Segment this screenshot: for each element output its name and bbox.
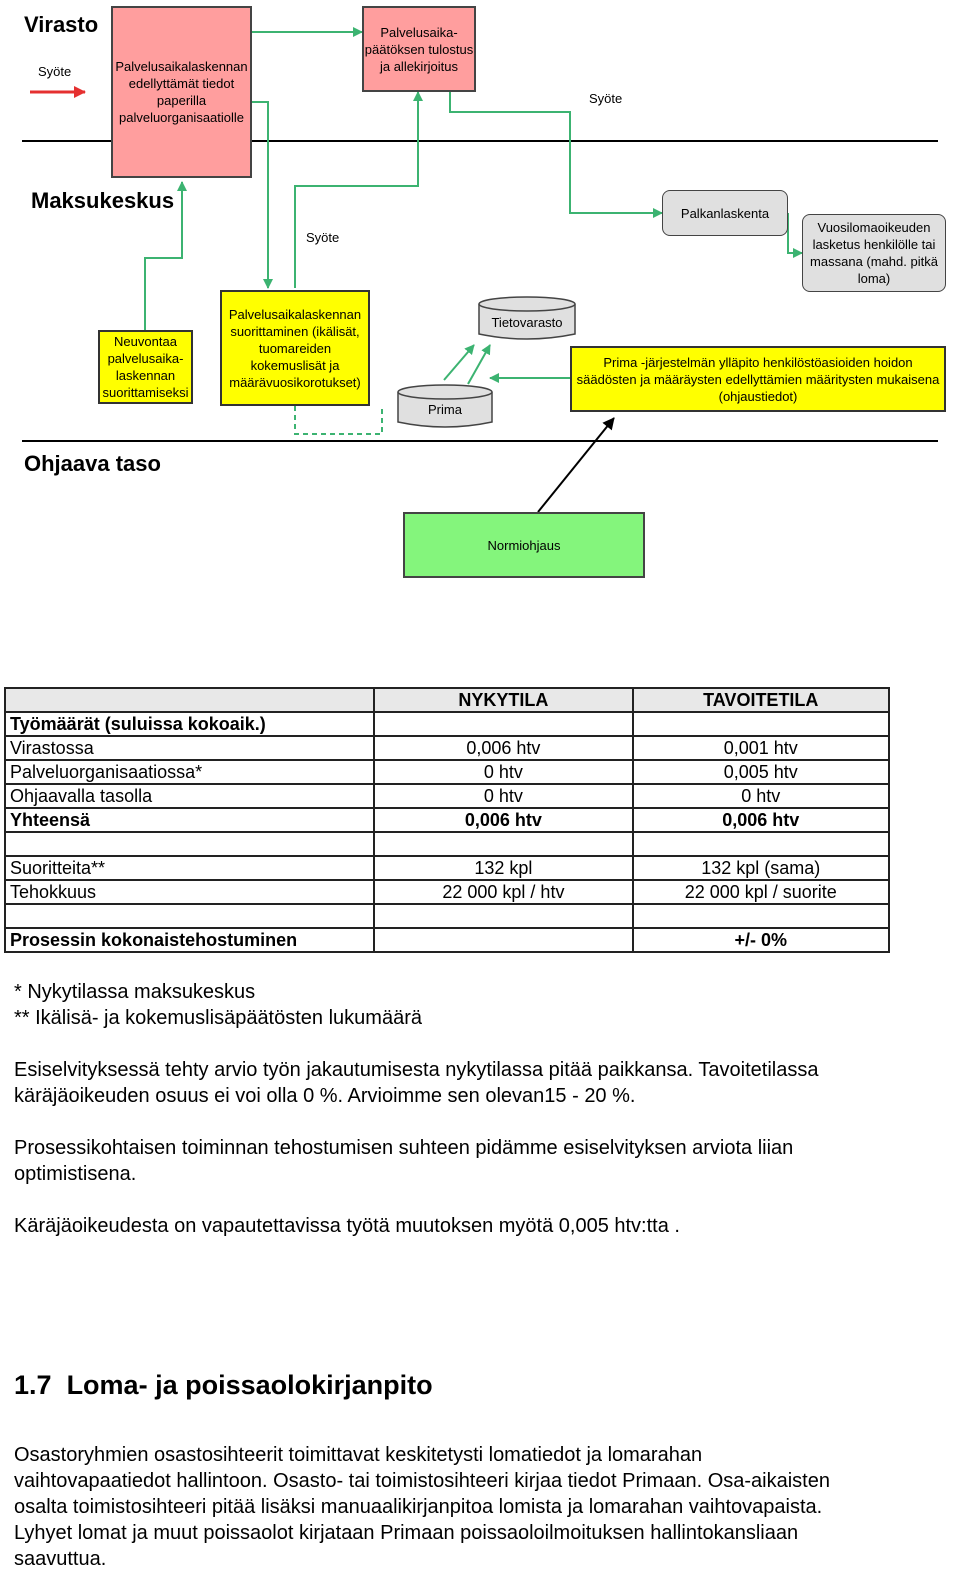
- table-row: [5, 736, 889, 760]
- table-cell: 0,006 htv: [374, 736, 632, 760]
- table-row: [5, 856, 889, 880]
- table-row: [5, 880, 889, 904]
- box-prima: Prima: [428, 401, 462, 417]
- table-cell: [374, 712, 632, 736]
- box-vuosiloma: Vuosilomaoikeuden lasketus henkilölle tai massana (mahd. pitkä loma): [802, 214, 946, 292]
- table-cell: [374, 832, 632, 856]
- table-cell: [374, 904, 632, 928]
- table-cell: 0,006 htv: [633, 808, 889, 832]
- table-cell: 22 000 kpl / htv: [374, 880, 632, 904]
- box-paperi: Palvelusaikalaskennan edellyttämät tiedot paperilla palveluorganisaatiolle: [111, 6, 252, 178]
- input-label-syote-1: Syöte: [38, 64, 72, 79]
- table-cell-label: Prosessin kokonaistehostuminen: [5, 928, 374, 952]
- workload-table: [4, 687, 890, 953]
- table-row: [5, 808, 889, 832]
- table-cell: 0,001 htv: [633, 736, 889, 760]
- box-prima-yllapito: Prima -järjestelmän ylläpito henkilöstöasioiden hoidon säädösten ja määräysten edellyttämien määritysten mukaisena (ohjaustiedot): [570, 346, 946, 412]
- section-title: Loma- ja poissaolokirjanpito: [66, 1370, 433, 1400]
- connector-tietovarasto-prima: [468, 345, 490, 384]
- table-cell-label: Ohjaavalla tasolla: [5, 784, 374, 808]
- table-header-row: [5, 688, 889, 712]
- section-paragraph: Osastoryhmien osastosihteerit toimittavat keskitetysti lomatiedot ja lomarahan vaihtovapaatiedot hallintoon. Osasto- tai toimistosihteeri kirjaa tiedot Primaan. Osa-aikaisten osalta toimistosihteeri pitää lisäksi manuaalikirjanpitoa lomista ja lomarahan vaihtovapaista. Lyhyet lomat ja muut poissaolot kirjataan Primaan poissaoloilmoituksen hallintokansliaan saavuttua.: [14, 1444, 830, 1570]
- box-neuvonta: Neuvontaa palvelusaika- laskennan suorittamiseksi: [98, 330, 193, 404]
- table-cell-label: Työmäärät (suluissa kokoaik.): [5, 712, 374, 736]
- table-cell-label: Suoritteita**: [5, 856, 374, 880]
- lane-title-maksukeskus: Maksukeskus: [31, 188, 175, 213]
- section-heading: [14, 1370, 433, 1401]
- connector-prima-tietovarasto: [444, 345, 474, 380]
- connector-normiohjaus-prima: [538, 418, 614, 512]
- table-cell: 22 000 kpl / suorite: [633, 880, 889, 904]
- connector-tulostus-palkanlaskenta: [450, 92, 662, 213]
- table-cell: 0,006 htv: [374, 808, 632, 832]
- input-label-syote-2: Syöte: [589, 91, 623, 106]
- table-header-nykytila: NYKYTILA: [374, 688, 632, 712]
- paragraph-2: Prosessikohtaisen toiminnan tehostumisen suhteen pidämme esiselvityksen arviota liian optimistisena.: [14, 1137, 794, 1185]
- footnote-2: ** Ikälisä- ja kokemuslisäpäätösten lukumäärä: [14, 1007, 422, 1029]
- table-row: [5, 784, 889, 808]
- footnote-1: * Nykytilassa maksukeskus: [14, 981, 256, 1003]
- paragraph-1: Esiselvityksessä tehty arvio työn jakautumisesta nykytilassa pitää paikkansa. Tavoitetilassa käräjäoikeuden osuus ei voi olla 0 %. Arvioimme sen olevan15 - 20 %.: [14, 1059, 819, 1107]
- connector-paperi-suorittaminen: [252, 102, 268, 288]
- lane-title-virasto: Virasto: [24, 12, 99, 37]
- table-row: [5, 712, 889, 736]
- table-header-cell: [5, 688, 374, 712]
- table-cell: 0 htv: [374, 760, 632, 784]
- table-cell: 0 htv: [633, 784, 889, 808]
- table-cell: 132 kpl (sama): [633, 856, 889, 880]
- connector-dashed: [295, 406, 382, 434]
- table-row: [5, 928, 889, 952]
- box-suorittaminen: Palvelusaikalaskennan suorittaminen (ikälisät, tuomareiden kokemuslisät ja määrävuosikorotukset): [220, 290, 370, 406]
- table-cell-label: Yhteensä: [5, 808, 374, 832]
- lane-title-ohjaava-taso: Ohjaava taso: [24, 451, 161, 476]
- table-cell: [633, 712, 889, 736]
- box-tulostus: Palvelusaika- päätöksen tulostus ja allekirjoitus: [362, 6, 476, 92]
- table-cell: 0,005 htv: [633, 760, 889, 784]
- table-cell: 0 htv: [374, 784, 632, 808]
- table-cell: [633, 904, 889, 928]
- paragraph-3: Käräjäoikeudesta on vapautettavissa työtä muutoksen myötä 0,005 htv:tta .: [14, 1215, 680, 1237]
- table-row: [5, 760, 889, 784]
- box-tietovarasto: Tietovarasto: [491, 314, 563, 330]
- table-cell-label: [5, 904, 374, 928]
- input-label-syote-3: Syöte: [306, 230, 340, 245]
- table-cell: [633, 832, 889, 856]
- box-normiohjaus: Normiohjaus: [403, 512, 645, 578]
- table-cell: 132 kpl: [374, 856, 632, 880]
- table-cell: [374, 928, 632, 952]
- table-row: [5, 832, 889, 856]
- section-number: 1.7: [14, 1370, 52, 1400]
- table-cell-label: Virastossa: [5, 736, 374, 760]
- table-cell: +/- 0%: [633, 928, 889, 952]
- connector-palkanlaskenta-vuosiloma: [788, 213, 802, 253]
- connector-suorittaminen-tulostus: [295, 92, 418, 288]
- table-row: [5, 904, 889, 928]
- table-cell-label: [5, 832, 374, 856]
- table-header-tavoitetila: TAVOITETILA: [633, 688, 889, 712]
- table-cell-label: Palveluorganisaatiossa*: [5, 760, 374, 784]
- connector-neuvonta-paperi: [145, 182, 182, 330]
- table-cell-label: Tehokkuus: [5, 880, 374, 904]
- box-palkanlaskenta: Palkanlaskenta: [662, 190, 788, 236]
